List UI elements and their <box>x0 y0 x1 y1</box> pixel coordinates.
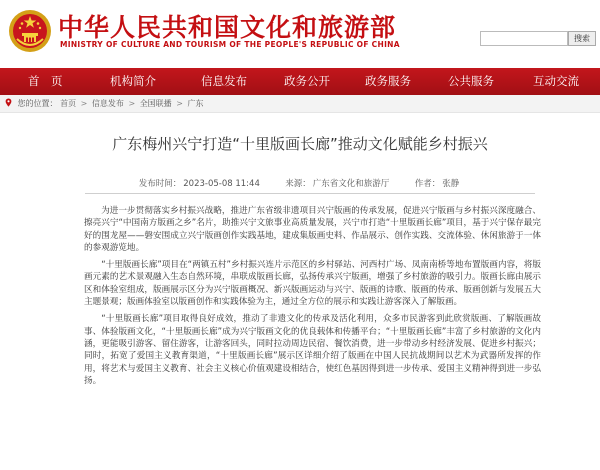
breadcrumb-guangdong[interactable]: 广东 <box>187 99 204 108</box>
breadcrumb-label: 您的位置： <box>17 99 58 108</box>
article-body <box>84 205 541 392</box>
article-source: 广东省文化和旅游厅 <box>312 179 390 189</box>
article-author: 张静 <box>442 179 460 189</box>
breadcrumb-separator: > <box>176 99 183 108</box>
publish-date: 2023-05-08 11:44 <box>183 179 260 189</box>
nav-item-news[interactable]: 信息发布 <box>201 74 247 88</box>
article-paragraph: 为进一步贯彻落实乡村振兴战略，推进广东省级非遗项目兴宁版画的传承发展，促进兴宁版画与乡村振兴深度融合、擦亮兴宁“中国南方版画之乡”名片，助推兴宁文旅事业高质量发展，兴宁市打造“十里版画长廊”项目，基于兴宁保存最完好的围龙屋——磐安围成立兴宁版画创作实践基地，建成集版画史料、作品展示、创作实践、交流体验、休闲旅游于一体的参观游览地。 <box>84 206 541 253</box>
breadcrumb <box>0 95 600 112</box>
main-nav <box>0 68 600 95</box>
article <box>0 112 600 470</box>
national-emblem-icon[interactable] <box>8 9 52 53</box>
article-paragraph: “十里版画长廊”项目取得良好成效，推动了非遗文化的传承及活化利用，众多市民游客到此欣赏版画、了解版画故事、体验版画文化，“十里版画长廊”成为兴宁版画文化的优良载体和传播平台；“十里版画长廊”丰富了乡村旅游的文化内涵，更能吸引游客、留住游客，让游客回头，同时拉动周边民宿、餐饮消费，进一步带动乡村经济发展、促进乡村振兴；同时，拓宽了爱国主义教育渠道，“十里版画长廊”展示区详细介绍了版画在中国人民抗战期间以艺术为武器所发挥的作用，将艺术与爱国主义教育、社会主义核心价值观建设相结合，使红色基因得到进一步传承、爱国主义精神得到进一步弘扬。 <box>84 314 541 386</box>
nav-item-gov-services[interactable]: 政务服务 <box>365 74 411 88</box>
site-title-english: MINISTRY OF CULTURE AND TOURISM OF THE PEOPLE'S REPUBLIC OF CHINA <box>60 40 400 49</box>
date-label: 发布时间： <box>138 179 182 189</box>
nav-item-home[interactable]: 首 页 <box>28 74 63 88</box>
nav-item-public-services[interactable]: 公共服务 <box>448 74 494 88</box>
author-label: 作者： <box>414 179 441 189</box>
site-title[interactable]: 中华人民共和国文化和旅游部 <box>58 13 397 42</box>
breadcrumb-separator: > <box>128 99 136 108</box>
nav-item-gov-affairs[interactable]: 政务公开 <box>284 74 330 88</box>
breadcrumb-national[interactable]: 全国联播 <box>139 99 172 108</box>
location-icon <box>4 98 13 107</box>
search-input[interactable] <box>480 31 568 46</box>
article-paragraph: “十里版画长廊”项目在“两镇五村”乡村振兴连片示范区的乡村驿站、河西村广场、凤南南桥等地布置版画内容，将版画元素的艺术景观融入生态自然环境，串联成版画长廊，弘扬传承兴宁版画，增强了乡村旅游的吸引力。版画长廊由展示区和体验室组成，版画展示区分为兴宁版画概况、新兴版画运动与兴宁、版画的诗歌、版画的传承、版画创新与发展五大主题景观；版画体验室以版画创作和实践体验为主，通过全方位的展示和实践让游客深入了解版画。 <box>84 260 541 308</box>
article-title: 广东梅州兴宁打造“十里版画长廊”推动文化赋能乡村振兴 <box>112 135 488 153</box>
site-header <box>0 0 600 68</box>
nav-item-interaction[interactable]: 互动交流 <box>533 74 579 88</box>
source-label: 来源： <box>285 179 311 189</box>
search-button[interactable]: 搜索 <box>568 31 596 46</box>
breadcrumb-home[interactable]: 首页 <box>60 99 77 108</box>
breadcrumb-separator: > <box>80 99 88 108</box>
article-meta <box>0 177 600 189</box>
breadcrumb-news[interactable]: 信息发布 <box>91 99 124 108</box>
divider <box>85 193 535 194</box>
nav-item-about[interactable]: 机构简介 <box>110 74 156 88</box>
